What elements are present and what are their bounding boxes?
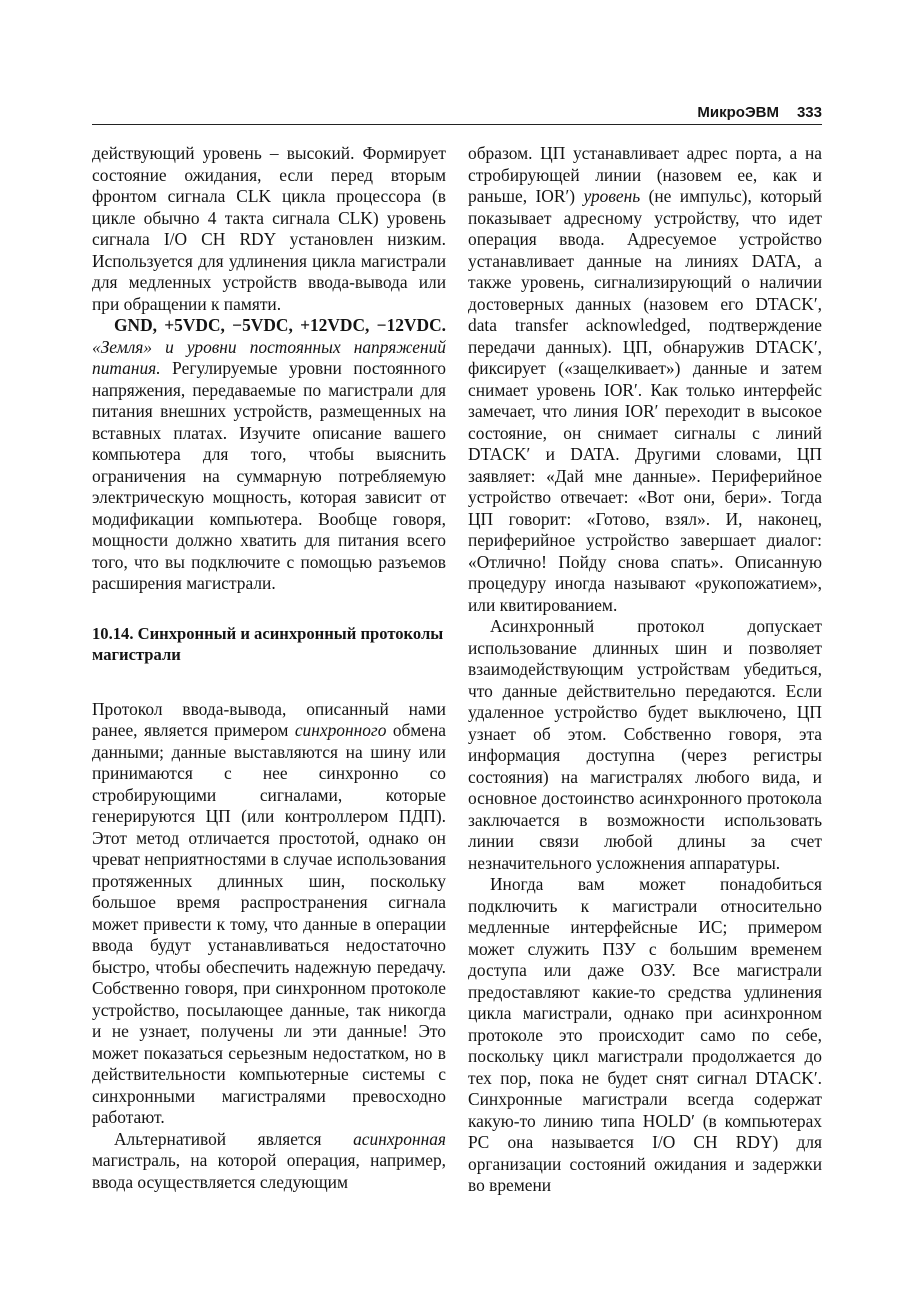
- paragraph-slow-devices: Иногда вам может понадобиться подключить к магистрали относительно медленные интерфейсные ИС; примером может служить ПЗУ с большим временем доступа или даже ОЗУ. Все магистрали предоставляют какие-то средства удлинения цикла магистрали, однако при асинхронном протоколе это происходит само по себе, поскольку цикл магистрали продолжается до тех пор, пока не будет снят сигнал DTACK′. Синхронные магистрали всегда содержат какую-то линию типа HOLD′ (в компьютерах PC она называется I/O CH RDY) для организации состояний ожидания и задержки во времени: [468, 874, 822, 1195]
- paragraph: действующий уровень – высокий. Формирует состояние ожидания, если перед вторым фронтом сигнала CLK цикла процессора (в цикле обычно 4 такта сигнала CLK) уровень сигнала I/O CH RDY установлен низким. Используется для удлинения цикла магистрали для медленных устройств ввода-вывода или при обращении к памяти.: [92, 143, 446, 314]
- paragraph-handshake: [468, 143, 822, 616]
- paragraph-text: обмена данными; данные выставляются на шину или принимаются с нее синхронно со стробирующими сигналами, которые генерируются ЦП (или контроллером ПДП). Этот метод отличается простотой, однако он чреват неприятностями в случае использования протяженных длинных шин, поскольку большое время распространения сигнала может привести к тому, что данные в операции ввода будут устанавливаться недостаточно быстро, чтобы обеспечить надежную передачу. Собственно говоря, при синхронном протоколе устройство, посылающее данные, так никогда и не узнает, получены ли эти данные! Это может показаться серьезным недостатком, но в действительности компьютерные системы с синхронными магистралями превосходно работают.: [92, 720, 446, 1127]
- left-column: [92, 143, 446, 1193]
- page-number: 333: [796, 104, 822, 121]
- paragraph-text: магистраль, на которой операция, например, ввода осуществляется следующим: [92, 1150, 446, 1192]
- paragraph-async-intro: [92, 1129, 446, 1194]
- paragraph-async-advantages: Асинхронный протокол допускает использование длинных шин и позволяет взаимодействующим устройствам убедиться, что данные действительно передаются. Если удаленное устройство будет выключено, ЦП узнает об этом. Собственно говоря, эта информация доступна (через регистры состояния) на магистралях любого вида, и основное достоинство асинхронного протокола заключается в возможности использовать линии связи любой длины за счет незначительного усложнения аппаратуры.: [468, 616, 822, 873]
- paragraph-power-lines: [92, 315, 446, 595]
- signal-names: GND, +5VDC, −5VDC, +12VDC, −12VDC.: [114, 315, 446, 335]
- paragraph-text: Протокол ввода-вывода, описанный нами ранее, является примером: [92, 698, 446, 740]
- page-header: [92, 104, 822, 125]
- header-right: [697, 104, 822, 121]
- section-heading: 10.14. Синхронный и асинхронный протоколы магистрали: [92, 623, 444, 664]
- right-column: [468, 143, 822, 1197]
- paragraph-text: Регулируемые уровни постоянного напряжения, передаваемые по магистрали для питания внешних устройств, размещенных на вставных платах. Изучите описание вашего компьютера для того, чтобы выяснить ограничения на суммарную потребляемую электрическую мощность, которая зависит от модификации компьютера. Вообще говоря, мощности должно хватить для питания всего того, что вы подключите с помощью разъемов расширения магистрали.: [92, 358, 446, 593]
- emphasis: уровень: [583, 186, 641, 206]
- paragraph-sync-protocol: [92, 699, 446, 1129]
- paragraph-text: (не импульс), который показывает адресному устройству, что идет операция ввода. Адресуемое устройство устанавливает данные на линиях DATA, а также уровень, сигнализирующий о наличии достоверных данных (назовем его DTACK′, data transfer acknowledged, подтверждение передачи данных). ЦП, обнаружив DTACK′, фиксирует («защелкивает») данные и затем снимает уровень IOR′. Как только интерфейс замечает, что линия IOR′ переходит в высокое состояние, он снимает сигналы с линий DTACK′ и DATA. Другими словами, ЦП заявляет: «Дай мне данные». Периферийное устройство отвечает: «Вот они, бери». Тогда ЦП говорит: «Готово, взял». И, наконец, периферийное устройство завершает диалог: «Отлично! Пойду снова спать». Описанную процедуру иногда называют «рукопожатием», или квитированием.: [468, 186, 822, 615]
- emphasis: асинхронная: [353, 1128, 446, 1149]
- emphasis: синхронного: [294, 720, 387, 740]
- paragraph-text: образом. ЦП устанавливает адрес порта, а на стробирующей линии (назовем ее, как и раньше, IOR′): [468, 143, 822, 206]
- paragraph-text: Альтернативой является: [114, 1128, 322, 1149]
- signal-description: «Земля» и уровни постоянных напряжений питания.: [92, 336, 446, 378]
- running-title: МикроЭВМ: [697, 104, 779, 121]
